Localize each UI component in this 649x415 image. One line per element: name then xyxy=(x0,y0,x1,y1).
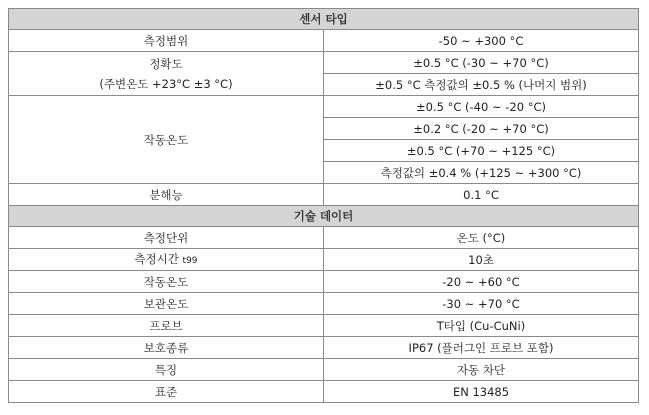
row-label: 보호종류 xyxy=(9,337,324,359)
label-line: (주변온도 +23°C ±3 °C) xyxy=(99,76,233,91)
table-row xyxy=(9,52,639,74)
row-label xyxy=(9,52,324,96)
row-value: ±0.5 °C (-40 ~ -20 °C) xyxy=(324,96,639,118)
table-row xyxy=(9,227,639,249)
table-row xyxy=(9,30,639,52)
row-value: EN 13485 xyxy=(324,381,639,403)
row-value: IP67 (플러그인 프로브 포함) xyxy=(324,337,639,359)
row-value: -30 ~ +70 °C xyxy=(324,293,639,315)
row-value: ±0.5 °C (-30 ~ +70 °C) xyxy=(324,52,639,74)
table-row xyxy=(9,293,639,315)
row-value: 온도 (°C) xyxy=(324,227,639,249)
row-label: 측정범위 xyxy=(9,30,324,52)
row-value: -20 ~ +60 °C xyxy=(324,271,639,293)
section-title: 기술 데이터 xyxy=(9,206,639,227)
spec-table xyxy=(8,8,639,403)
table-row xyxy=(9,184,639,206)
row-label: 작동온도 xyxy=(9,96,324,184)
section-header-sensor xyxy=(9,9,639,30)
row-value: T타입 (Cu-CuNi) xyxy=(324,315,639,337)
table-row xyxy=(9,359,639,381)
section-title: 센서 타입 xyxy=(9,9,639,30)
row-value: ±0.5 °C 측정값의 ±0.5 % (나머지 범위) xyxy=(324,74,639,96)
label-line: 정확도 xyxy=(149,56,183,71)
label-subscript: t99 xyxy=(182,255,198,266)
table-row xyxy=(9,381,639,403)
row-value: 0.1 °C xyxy=(324,184,639,206)
row-label: 프로브 xyxy=(9,315,324,337)
row-label: 측정단위 xyxy=(9,227,324,249)
table-row xyxy=(9,249,639,271)
row-label xyxy=(9,249,324,271)
table-row xyxy=(9,315,639,337)
table-row xyxy=(9,271,639,293)
row-label: 보관온도 xyxy=(9,293,324,315)
row-value: -50 ~ +300 °C xyxy=(324,30,639,52)
label-text: 측정시간 xyxy=(134,251,183,266)
row-value: ±0.2 °C (-20 ~ +70 °C) xyxy=(324,118,639,140)
table-row xyxy=(9,337,639,359)
section-header-technical xyxy=(9,206,639,227)
row-value: 측정값의 ±0.4 % (+125 ~ +300 °C) xyxy=(324,162,639,184)
row-label: 특징 xyxy=(9,359,324,381)
row-label: 분해능 xyxy=(9,184,324,206)
row-value: 자동 차단 xyxy=(324,359,639,381)
row-value: ±0.5 °C (+70 ~ +125 °C) xyxy=(324,140,639,162)
row-label: 작동온도 xyxy=(9,271,324,293)
row-label: 표준 xyxy=(9,381,324,403)
row-value: 10초 xyxy=(324,249,639,271)
table-row xyxy=(9,96,639,118)
